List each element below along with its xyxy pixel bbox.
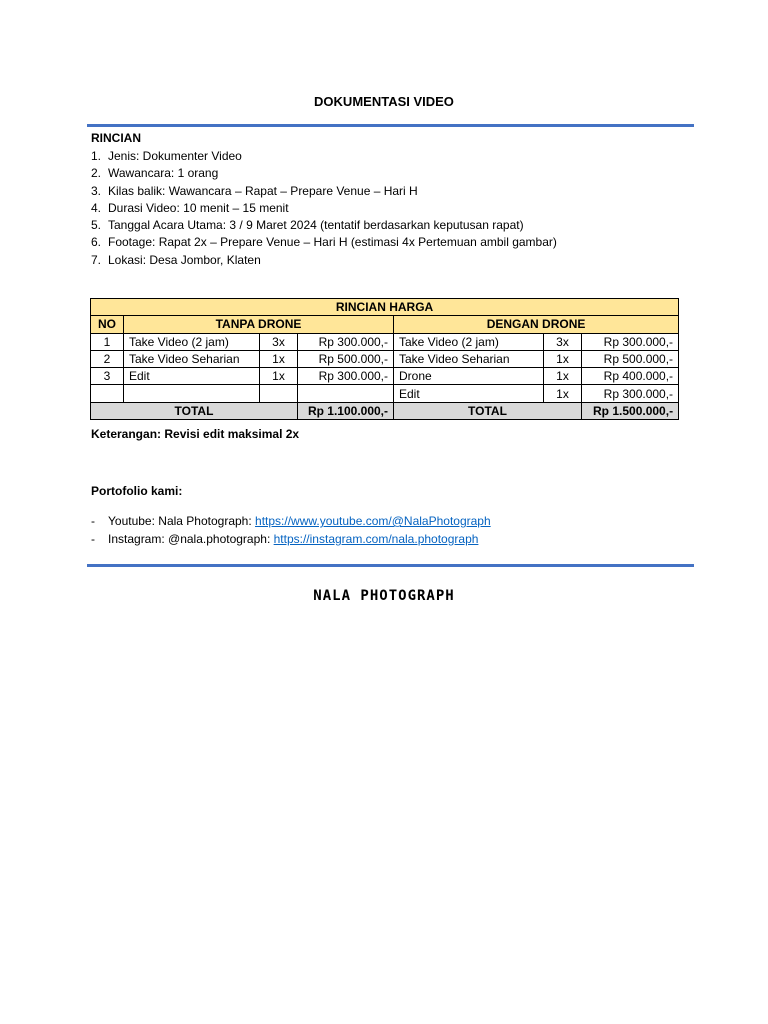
list-item: 4. Durasi Video: 10 menit – 15 menit (91, 200, 289, 215)
total-label-left: TOTAL (91, 402, 298, 419)
price-table-title: RINCIAN HARGA (91, 299, 679, 316)
bottom-divider (87, 564, 694, 567)
table-row: 1 Take Video (2 jam) 3x Rp 300.000,- Take Video (2 jam) 3x Rp 300.000,- (91, 333, 679, 350)
document-title: DOKUMENTASI VIDEO (314, 94, 454, 109)
table-row: 2 Take Video Seharian 1x Rp 500.000,- Take Video Seharian 1x Rp 500.000,- (91, 350, 679, 367)
youtube-link[interactable]: https://www.youtube.com/@NalaPhotograph (255, 514, 491, 528)
keterangan-note: Keterangan: Revisi edit maksimal 2x (91, 427, 300, 441)
list-item: 1. Jenis: Dokumenter Video (91, 149, 242, 163)
list-item: 7. Lokasi: Desa Jombor, Klaten (91, 252, 261, 267)
rincian-list (91, 148, 557, 269)
column-header-tanpa-drone: TANPA DRONE (124, 316, 394, 333)
portfolio-links (91, 512, 491, 548)
top-divider (87, 124, 694, 127)
total-value-right: Rp 1.500.000,- (582, 402, 679, 419)
price-table (90, 298, 679, 420)
instagram-link[interactable]: https://instagram.com/nala.photograph (273, 532, 479, 546)
rincian-heading: RINCIAN (91, 131, 141, 145)
total-label-right: TOTAL (394, 402, 582, 419)
total-row (91, 402, 679, 419)
table-row: Edit 1x Rp 300.000,- (91, 385, 679, 402)
brand-logo-text: NALA PHOTOGRAPH (313, 588, 455, 604)
list-item: - Instagram: @nala.photograph: https://instagram.com/nala.photograph (91, 532, 479, 546)
portfolio-heading: Portofolio kami: (91, 484, 183, 498)
total-value-left: Rp 1.100.000,- (298, 402, 394, 419)
list-item: 2. Wawancara: 1 orang (91, 166, 219, 181)
list-item: 3. Kilas balik: Wawancara – Rapat – Prepare Venue – Hari H (91, 183, 418, 198)
column-header-no: NO (91, 316, 124, 333)
instagram-label: Instagram: @nala.photograph: (108, 532, 274, 546)
table-row: 3 Edit 1x Rp 300.000,- Drone 1x Rp 400.000,- (91, 368, 679, 385)
list-item: - Youtube: Nala Photograph: https://www.youtube.com/@NalaPhotograph (91, 514, 491, 528)
list-item: 5. Tanggal Acara Utama: 3 / 9 Maret 2024 (tentatif berdasarkan keputusan rapat) (91, 218, 524, 233)
column-header-dengan-drone: DENGAN DRONE (394, 316, 679, 333)
list-item: 6. Footage: Rapat 2x – Prepare Venue – Hari H (estimasi 4x Pertemuan ambil gambar) (91, 235, 557, 250)
youtube-label: Youtube: Nala Photograph: (108, 514, 256, 528)
